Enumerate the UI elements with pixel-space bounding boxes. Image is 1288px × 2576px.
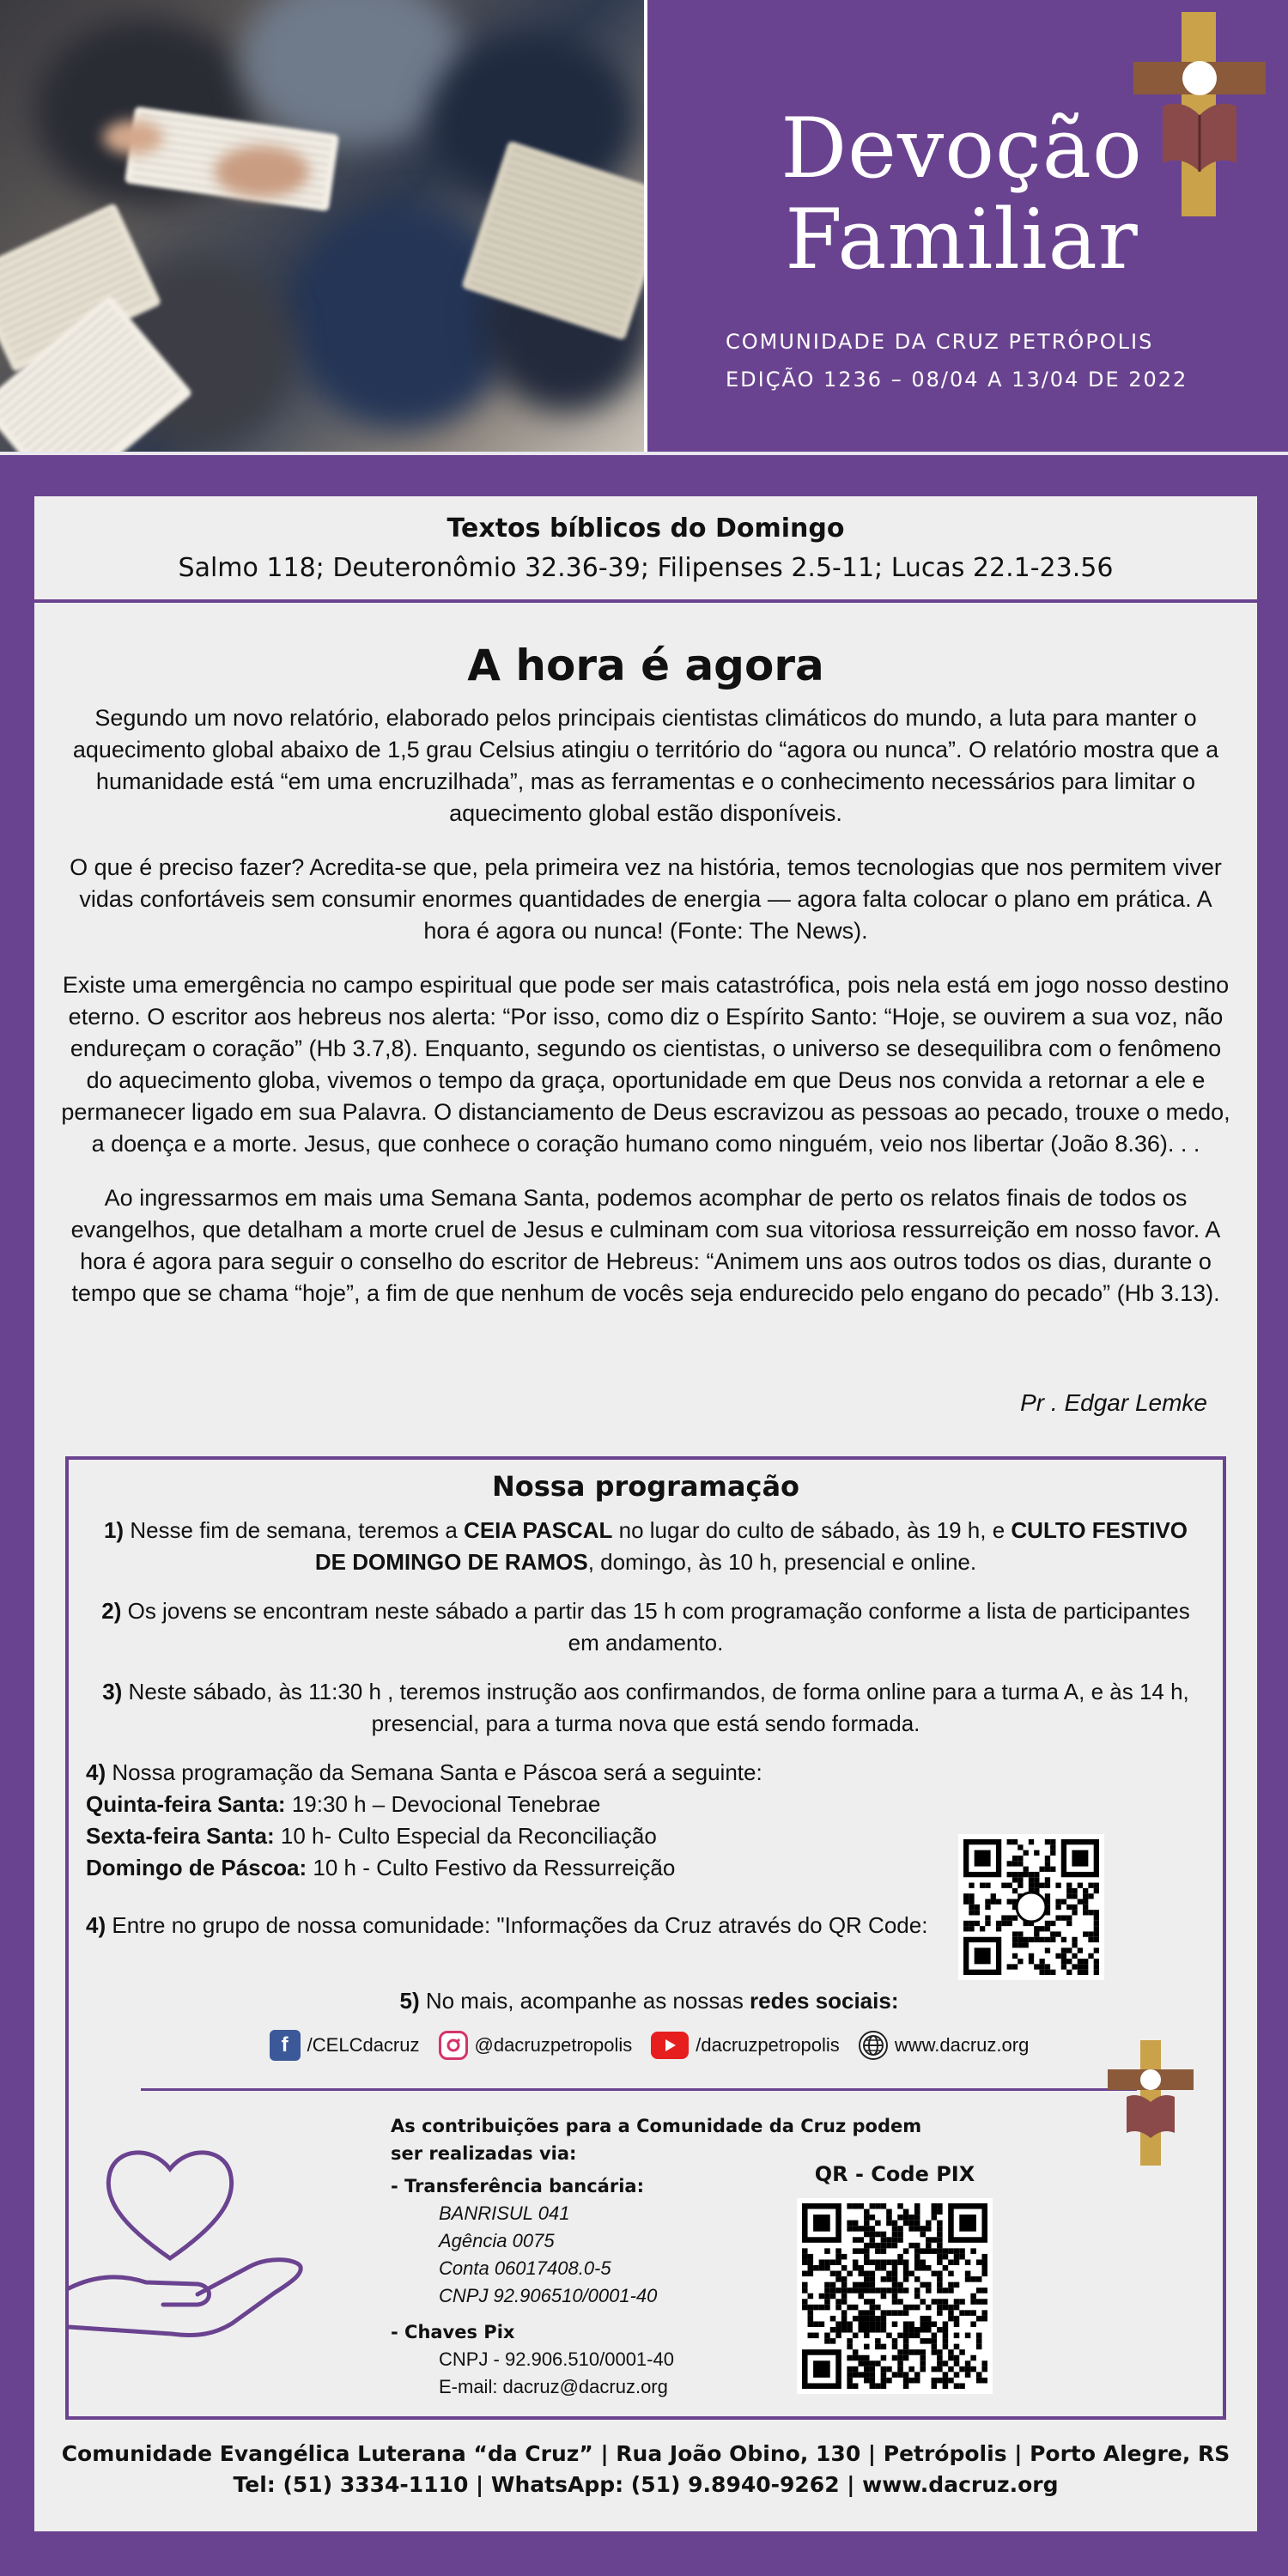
footer-address: Comunidade Evangélica Luterana “da Cruz” | Rua João Obino, 130 | Petrópolis | Porto Alegre, RS <box>61 2441 1230 2466</box>
social-label: www.dacruz.org <box>894 2034 1030 2056</box>
whatsapp-qr-code[interactable] <box>958 1834 1104 1980</box>
item-text: Neste sábado, às 11:30 h , teremos instrução aos confirmandos, de forma online para a turma A, e às 14 h, presencial, para a turma nova que está sendo formada. <box>122 1679 1189 1736</box>
readings-texts: Salmo 118; Deuteronômio 32.36-39; Filipenses 2.5-11; Lucas 22.1-23.56 <box>178 553 1114 583</box>
pix-label: - Chaves Pix <box>391 2322 515 2342</box>
schedule-time: 19:30 h – Devocional Tenebrae <box>285 1791 601 1817</box>
bank-line: Conta 06017408.0-5 <box>439 2257 611 2279</box>
transfer-label: - Transferência bancária: <box>391 2176 644 2196</box>
article-paragraph: Existe uma emergência no campo espiritual que pode ser mais catastrófica, pois nela está em jogo nosso destino eterno. O escritor aos hebreus nos alerta: “Por isso, como diz o Espírito Santo: “Hoje, se ouvirem a sua voz, não endureçam o coração” (Hb 3.7,8). Enquanto, segundo os cientistas, o universo se desequilibra com o fenômeno do aquecimento globa, vivemos o tempo da graça, oportunidade em que Deus nos convida a retornar a ele e permanecer ligado em sua Palavra. O distanciamento de Deus escravizou as pessoas ao pecado, trouxe o medo, a doença e a morte. Jesus, que conhece o coração humano como ninguém, veio nos libertar (João 8.36). . . <box>61 972 1230 1157</box>
schedule-row <box>86 1820 945 1852</box>
youtube-icon <box>651 2032 689 2059</box>
pix-qr-title: QR - Code PIX <box>814 2162 975 2186</box>
item-number: 2) <box>101 1598 122 1624</box>
social-instagram[interactable] <box>439 2031 633 2060</box>
item-text: Nossa programação da Semana Santa e Páscoa será a seguinte: <box>106 1759 762 1785</box>
item-text: No mais, acompanhe as nossas <box>419 1988 750 2014</box>
item-number: 4) <box>86 1759 106 1785</box>
content-panel <box>34 496 1257 2531</box>
schedule-time: 10 h- Culto Especial da Reconciliação <box>274 1823 657 1849</box>
social-label: /CELCdacruz <box>307 2034 420 2056</box>
program-item-1 <box>86 1515 1206 1578</box>
schedule-row <box>86 1852 945 1884</box>
donation-intro: As contribuições para a Comunidade da Cruz podem ser realizadas via: <box>391 2116 922 2164</box>
whatsapp-icon <box>1017 1893 1046 1922</box>
social-label: /dacruzpetropolis <box>696 2034 840 2056</box>
article-paragraph: O que é preciso fazer? Acredita-se que, pela primeira vez na história, temos tecnologias que nos permitem viver vidas confortáveis sem consumir enormes quantidades de energia — agora falta colocar o plano em prática. A hora é agora ou nunca! (Fonte: The News). <box>70 854 1222 944</box>
facebook-icon: f <box>270 2030 301 2061</box>
small-cross-logo <box>1108 2040 1194 2166</box>
item-text: Os jovens se encontram neste sábado a partir das 15 h com programação conforme a lista de participantes em andamento. <box>121 1598 1190 1656</box>
item-number: 3) <box>102 1679 123 1704</box>
cross-bible-logo <box>1133 12 1266 216</box>
globe-icon <box>859 2031 888 2060</box>
instagram-icon <box>439 2031 468 2060</box>
title-line-2: Familiar <box>785 191 1139 288</box>
program-box <box>65 1456 1226 2420</box>
header-photo-bible-study <box>0 0 647 453</box>
publication-title <box>738 100 1185 288</box>
readings-heading: Textos bíblicos do Domingo <box>447 513 845 544</box>
program-item-whatsapp <box>86 1910 945 1941</box>
community-name: COMUNIDADE DA CRUZ PETRÓPOLIS <box>726 330 1154 354</box>
program-item-2 <box>86 1595 1206 1659</box>
schedule-day: Domingo de Páscoa: <box>86 1855 307 1880</box>
item-bold: CULTO FESTIVO DE DOMINGO DE RAMOS <box>314 1517 1188 1575</box>
pix-qr-code[interactable] <box>797 2198 993 2394</box>
heart-hand-icon <box>69 2112 309 2353</box>
item-number: 5) <box>399 1988 420 2014</box>
item-text: no lugar do culto de sábado, às 19 h, e <box>612 1517 1012 1543</box>
title-line-1: Devoção <box>781 100 1143 197</box>
social-website[interactable] <box>859 2031 1030 2060</box>
bank-line: BANRISUL 041 <box>439 2202 570 2224</box>
social-label: @dacruzpetropolis <box>474 2034 633 2056</box>
pix-line: E-mail: dacruz@dacruz.org <box>439 2376 668 2397</box>
schedule-day: Quinta-feira Santa: <box>86 1791 286 1817</box>
bank-line: CNPJ 92.906510/0001-40 <box>439 2285 658 2306</box>
schedule-day: Sexta-feira Santa: <box>86 1823 275 1849</box>
bank-line: Agência 0075 <box>439 2230 555 2251</box>
article-signature: Pr . Edgar Lemke <box>1020 1389 1207 1416</box>
item-number: 1) <box>103 1517 125 1543</box>
item-text: , domingo, às 10 h, presencial e online. <box>587 1549 977 1575</box>
item-number: 4) <box>86 1912 106 1938</box>
footer-contact: Tel: (51) 3334-1110 | WhatsApp: (51) 9.8940-9262 | www.dacruz.org <box>233 2472 1059 2497</box>
program-item-social <box>69 1985 1230 2017</box>
program-item-4 <box>86 1757 945 1884</box>
article-title: A hora é agora <box>467 641 824 690</box>
item-text: Nesse fim de semana, teremos a <box>124 1517 465 1543</box>
pix-line: CNPJ - 92.906.510/0001-40 <box>439 2348 674 2370</box>
program-item-3 <box>86 1676 1206 1740</box>
item-bold: redes sociais: <box>750 1988 899 2014</box>
item-bold: CEIA PASCAL <box>464 1517 613 1543</box>
program-title: Nossa programação <box>491 1470 800 1503</box>
header-divider <box>0 452 1288 455</box>
footer <box>34 2439 1257 2500</box>
schedule-time: 10 h - Culto Festivo da Ressurreição <box>307 1855 676 1880</box>
social-youtube[interactable] <box>651 2032 840 2059</box>
schedule-row <box>86 1789 945 1820</box>
article-paragraph: Ao ingressarmos em mais uma Semana Santa, podemos acomphar de perto os relatos finais de todos os evangelhos, que detalham a morte cruel de Jesus e culminam com sua vitoriosa ressurreição em nosso favor. A hora é agora para seguir o conselho do escritor de Hebreus: “Animem uns aos outros todos os dias, durante o tempo que se chama “hoje”, a fim de que nenhum de vocês seja endurecido pelo engano do pecado” (Hb 3.13). <box>70 1185 1221 1306</box>
article-body <box>60 702 1231 1332</box>
social-links <box>69 2026 1230 2064</box>
subtitle <box>726 323 1206 398</box>
bible-readings <box>34 496 1257 603</box>
section-divider <box>141 2088 1137 2091</box>
item-text: Entre no grupo de nossa comunidade: "Informações da Cruz através do QR Code: <box>106 1912 928 1938</box>
social-facebook[interactable] <box>270 2030 420 2061</box>
edition-dates: EDIÇÃO 1236 – 08/04 A 13/04 DE 2022 <box>726 368 1188 392</box>
header <box>0 0 1288 453</box>
article-paragraph: Segundo um novo relatório, elaborado pelos principais cientistas climáticos do mundo, a luta para manter o aquecimento global abaixo de 1,5 grau Celsius atingiu o território do “agora ou nunca”. O relatório mostra que a humanidade está “em uma encruzilhada”, mas as ferramentas e o conhecimento necessários para limitar o aquecimento global estão disponíveis. <box>72 705 1219 826</box>
